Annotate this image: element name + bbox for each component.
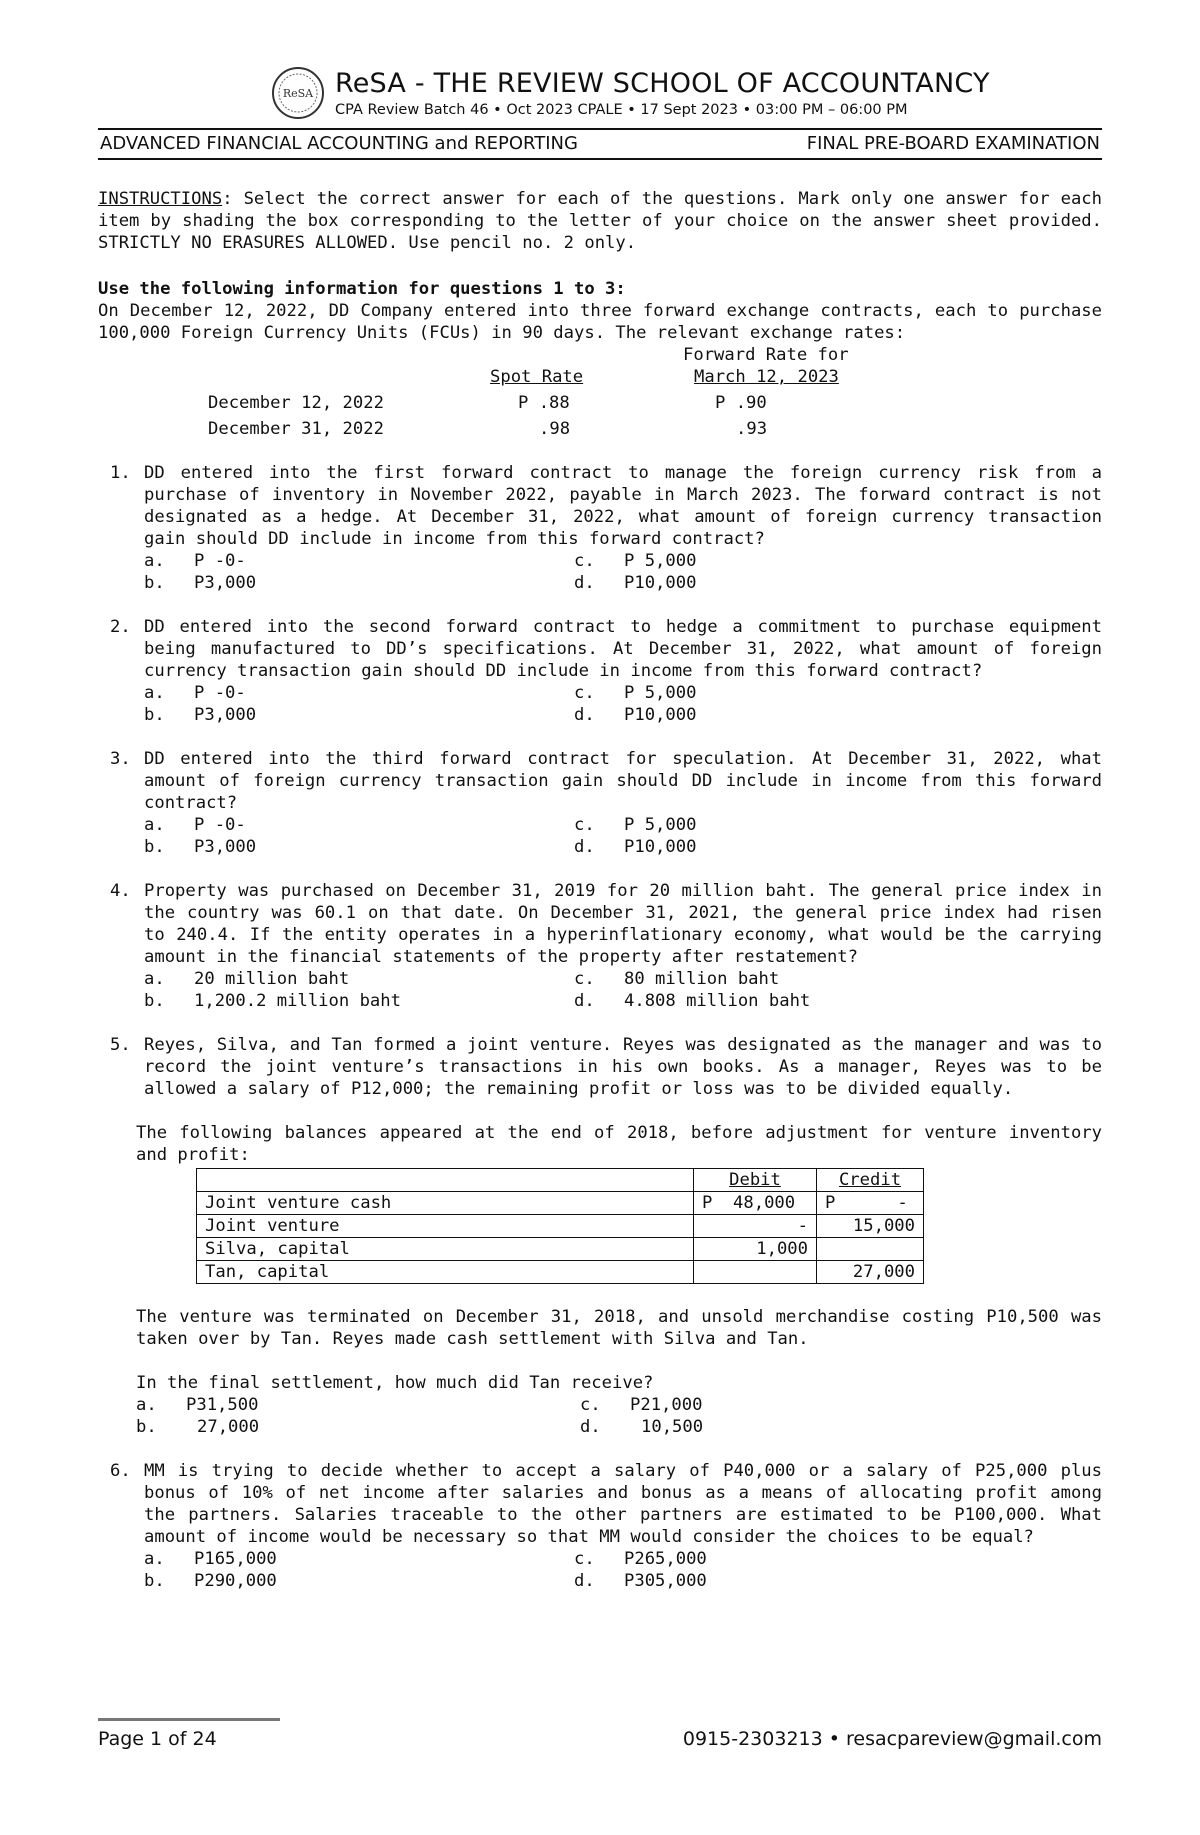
footer-divider	[98, 1718, 280, 1721]
option-c: c. P21,000	[580, 1395, 703, 1415]
contact-info: 0915-2303213 • resacpareview@gmail.com	[682, 1728, 1102, 1750]
option-b: b. 1,200.2 million baht	[144, 991, 401, 1011]
question-5	[98, 1034, 1102, 1100]
page-header	[98, 62, 1102, 162]
page-number: Page 1 of 24	[98, 1728, 217, 1750]
question-number: 5.	[110, 1035, 131, 1055]
option-d: d. P10,000	[574, 573, 697, 593]
subject-title: ADVANCED FINANCIAL ACCOUNTING and REPORTING	[100, 133, 578, 154]
rate-row-forward: .93	[736, 419, 768, 439]
option-a: a. P -0-	[144, 683, 246, 703]
option-a: a. P31,500	[136, 1395, 259, 1415]
question-number: 2.	[110, 617, 131, 637]
option-b: b. P3,000	[144, 573, 257, 593]
option-c: c. P 5,000	[574, 815, 697, 835]
table-row: Silva, capital 1,000	[197, 1238, 924, 1261]
info-heading: Use the following information for questions 1 to 3:	[98, 279, 626, 299]
instructions	[98, 188, 1102, 254]
answer-options	[144, 550, 1102, 594]
credit-header: Credit	[817, 1169, 924, 1192]
instructions-text: : Select the correct answer for each of the questions. Mark only one answer for each item by shading the box corresponding to the letter of your choice on the answer sheet provided. STRICTLY NO ERASURES ALLOWED. Use pencil no. 2 only.	[98, 189, 1102, 253]
question-number: 6.	[110, 1461, 131, 1481]
question-text: MM is trying to decide whether to accept a salary of P40,000 or a salary of P25,000 plus bonus of 10% of net income after salaries and bonus as a means of allocating profit among the partners. Salaries traceable to the other partners are estimated to be P100,000. What amount of income would be necessary so that MM would consider the choices to be equal?	[144, 1461, 1102, 1547]
col-header-forward-1: Forward Rate for	[683, 345, 849, 365]
question-6	[98, 1460, 1102, 1592]
rate-row-date: December 12, 2022	[208, 393, 384, 413]
table-header-row	[197, 1169, 924, 1192]
question-text: DD entered into the second forward contract to hedge a commitment to purchase equipment being manufactured to DD’s specifications. At December 31, 2022, what amount of foreign currency transaction gain should DD include in income from this forward contract?	[144, 617, 1102, 681]
question-1	[98, 462, 1102, 594]
rate-row-spot: P .88	[518, 393, 570, 413]
option-c: c. P 5,000	[574, 551, 697, 571]
svg-text:ReSA: ReSA	[282, 87, 314, 100]
question-number: 4.	[110, 881, 131, 901]
debit-header: Debit	[694, 1169, 817, 1192]
question-text: Reyes, Silva, and Tan formed a joint venture. Reyes was designated as the manager and was to record the joint venture’s transactions in his own books. As a manager, Reyes was to be allowed a salary of P12,000; the remaining profit or loss was to be divided equally.	[144, 1035, 1102, 1099]
option-a: a. P -0-	[144, 551, 246, 571]
option-a: a. 20 million baht	[144, 969, 350, 989]
question-3	[98, 748, 1102, 858]
question-text: Property was purchased on December 31, 2019 for 20 million baht. The general price index in the country was 60.1 on that date. On December 31, 2021, the general price index had risen to 240.4. If the entity operates in a hyperinflationary economy, what would be the carrying amount in the financial statements of the property after restatement?	[144, 881, 1102, 967]
resa-logo-icon	[271, 66, 325, 120]
question-4	[98, 880, 1102, 1012]
option-b: b. P290,000	[144, 1571, 277, 1591]
col-header-spot: Spot Rate	[490, 367, 584, 387]
balances-table	[196, 1168, 924, 1284]
question-5-details	[98, 1122, 1102, 1438]
answer-options	[144, 968, 1102, 1012]
option-c: c. 80 million baht	[574, 969, 780, 989]
exam-title: FINAL PRE-BOARD EXAMINATION	[806, 133, 1100, 154]
col-header-forward-2: March 12, 2023	[694, 367, 839, 387]
option-b: b. P3,000	[144, 837, 257, 857]
rate-row-forward: P .90	[715, 393, 767, 413]
answer-options	[136, 1394, 1102, 1438]
batch-line: CPA Review Batch 46 • Oct 2023 CPALE • 17 Sept 2023 • 03:00 PM – 06:00 PM	[335, 102, 908, 118]
option-c: c. P 5,000	[574, 683, 697, 703]
answer-options	[144, 1548, 1102, 1592]
question-5-prompt: In the final settlement, how much did Tan receive?	[136, 1373, 654, 1393]
info-text: On December 12, 2022, DD Company entered into three forward exchange contracts, each to purchase 100,000 Foreign Currency Units (FCUs) in 90 days. The relevant exchange rates:	[98, 301, 1102, 343]
table-row: Joint venture - 15,000	[197, 1215, 924, 1238]
divider	[98, 158, 1102, 160]
option-b: b. P3,000	[144, 705, 257, 725]
rate-row-date: December 31, 2022	[208, 419, 384, 439]
balances-intro: The following balances appeared at the end of 2018, before adjustment for venture inventory and profit:	[136, 1123, 1102, 1165]
question-text: DD entered into the third forward contract for speculation. At December 31, 2022, what amount of foreign currency transaction gain should DD include in income from this forward contract?	[144, 749, 1102, 813]
option-d: d. 4.808 million baht	[574, 991, 811, 1011]
option-d: d. 10,500	[580, 1417, 704, 1437]
option-c: c. P265,000	[574, 1549, 707, 1569]
question-number: 1.	[110, 463, 131, 483]
exchange-rate-table	[98, 344, 1102, 440]
org-name: ReSA - THE REVIEW SCHOOL OF ACCOUNTANCY	[335, 68, 990, 99]
termination-text: The venture was terminated on December 31, 2018, and unsold merchandise costing P10,500 was taken over by Tan. Reyes made cash settlement with Silva and Tan.	[136, 1307, 1102, 1349]
rate-row-spot: .98	[539, 419, 571, 439]
option-a: a. P -0-	[144, 815, 246, 835]
option-a: a. P165,000	[144, 1549, 277, 1569]
option-d: d. P10,000	[574, 837, 697, 857]
divider	[98, 128, 1102, 130]
question-number: 3.	[110, 749, 131, 769]
answer-options	[144, 814, 1102, 858]
option-b: b. 27,000	[136, 1417, 260, 1437]
option-d: d. P10,000	[574, 705, 697, 725]
table-row: Tan, capital 27,000	[197, 1261, 924, 1284]
question-2	[98, 616, 1102, 726]
table-row: Joint venture cash P 48,000 P -	[197, 1192, 924, 1215]
instructions-label: INSTRUCTIONS	[98, 189, 223, 209]
answer-options	[144, 682, 1102, 726]
option-d: d. P305,000	[574, 1571, 707, 1591]
exam-content	[98, 188, 1102, 1592]
question-text: DD entered into the first forward contract to manage the foreign currency risk from a purchase of inventory in November 2022, payable in March 2023. The forward contract is not designated as a hedge. At December 31, 2022, what amount of foreign currency transaction gain should DD include in income from this forward contract?	[144, 463, 1102, 549]
